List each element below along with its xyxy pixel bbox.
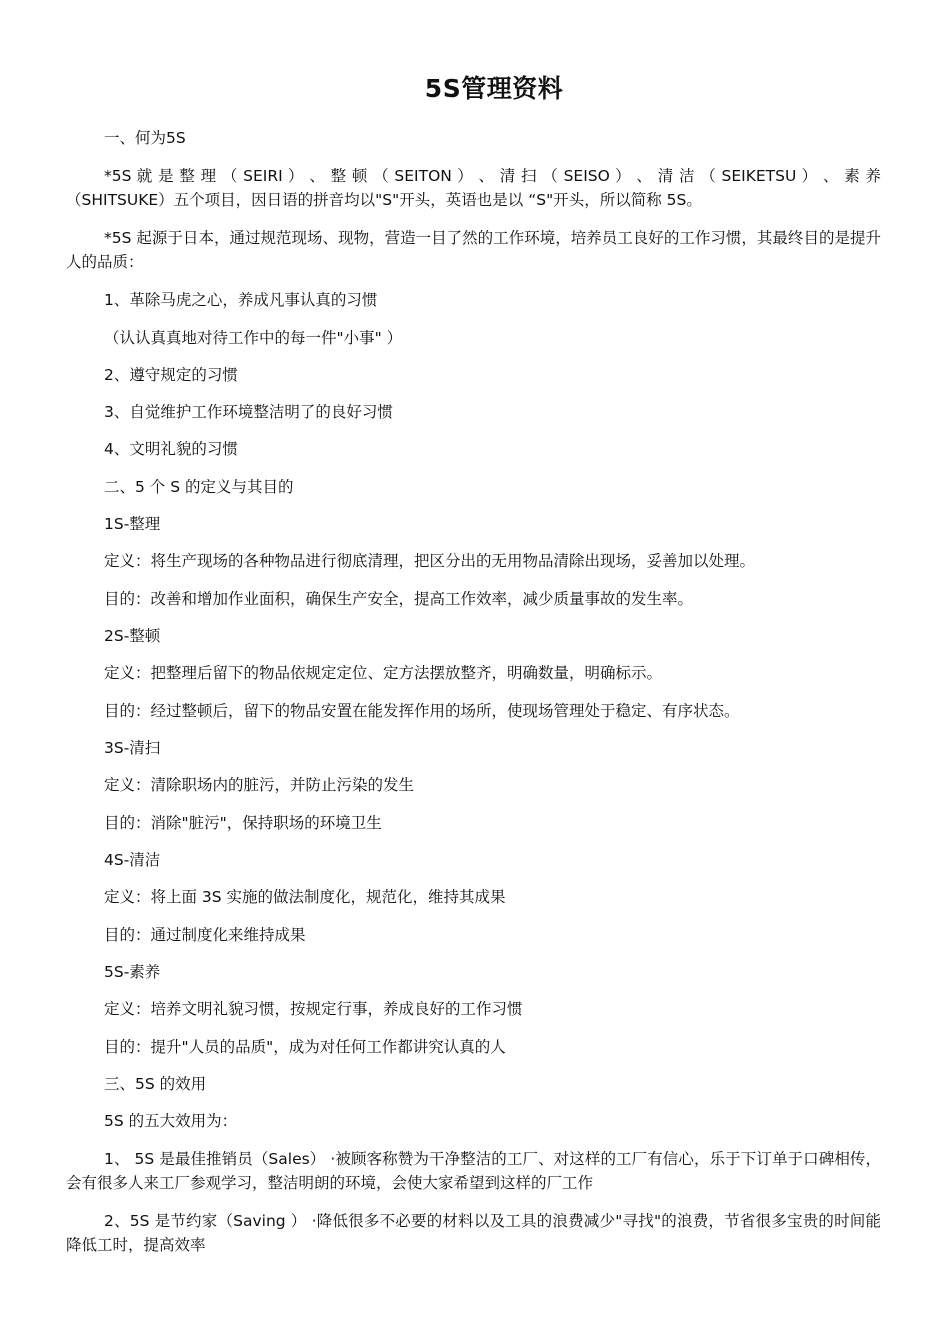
definition-5s: 定义：培养文明礼貌习惯，按规定行事，养成良好的工作习惯 (104, 1000, 523, 1018)
purpose-3s: 目的：消除"脏污"，保持职场的环境卫生 (104, 814, 382, 832)
list-item-4: 4、文明礼貌的习惯 (104, 440, 238, 458)
effects-intro: 5S 的五大效用为： (104, 1112, 238, 1130)
document-title: 5S管理资料 (424, 74, 564, 103)
list-item-1-note: （认认真真地对待工作中的每一件"小事" ） (104, 329, 403, 347)
list-item-1: 1、革除马虎之心，养成凡事认真的习惯 (104, 291, 378, 309)
list-item-3: 3、自觉维护工作环境整洁明了的良好习惯 (104, 403, 393, 421)
paragraph-5s-origin: *5S 起源于日本，通过规范现场、现物，营造一目了然的工作环境，培养员工良好的工作习惯，其最终目的是提升人的品质： (66, 229, 881, 271)
purpose-5s: 目的：提升"人员的品质"，成为对任何工作都讲究认真的人 (104, 1038, 506, 1056)
definition-2s: 定义：把整理后留下的物品依规定定位、定方法摆放整齐，明确数量，明确标示。 (104, 664, 663, 682)
section-heading-3: 三、5S 的效用 (104, 1075, 207, 1093)
section-heading-2: 二、5 个 S 的定义与其目的 (104, 478, 294, 496)
definition-1s: 定义：将生产现场的各种物品进行彻底清理，把区分出的无用物品清除出现场，妥善加以处理。 (104, 552, 756, 570)
effect-item-2: 2、5S 是节约家（Saving ） ·降低很多不必要的材料以及工具的浪费减少"寻找"的浪费，节省很多宝贵的时间能降低工时，提高效率 (66, 1212, 881, 1254)
purpose-2s: 目的：经过整顿后，留下的物品安置在能发挥作用的场所，使现场管理处于稳定、有序状态。 (104, 702, 740, 720)
effect-item-1: 1、 5S 是最佳推销员（Sales） ·被顾客称赞为干净整洁的工厂、对这样的工厂有信心，乐于下订单于口碑相传，会有很多人来工厂参观学习，整洁明朗的环境，会使大家希望到这样的厂工作 (66, 1150, 881, 1192)
paragraph-5s-definition: *5S 就 是 整 理 （ SEIRI ） 、 整 顿 （ SEITON ） 、 清 扫 （ SEISO ） 、 清 洁 （ SEIKETSU ） 、 素 养（SHITSUKE）五个项目，因日语的拼音均以"S"开头，英语也是以 “S"开头，所以简称 5S。 (66, 167, 881, 209)
subheading-4s: 4S-清洁 (104, 851, 161, 869)
purpose-4s: 目的：通过制度化来维持成果 (104, 926, 306, 944)
subheading-1s: 1S-整理 (104, 515, 161, 533)
section-heading-1: 一、何为5S (104, 129, 186, 147)
definition-3s: 定义：清除职场内的脏污，并防止污染的发生 (104, 776, 415, 794)
subheading-5s: 5S-素养 (104, 963, 161, 981)
subheading-3s: 3S-清扫 (104, 739, 161, 757)
definition-4s: 定义：将上面 3S 实施的做法制度化，规范化，维持其成果 (104, 888, 506, 906)
subheading-2s: 2S-整顿 (104, 627, 161, 645)
purpose-1s: 目的：改善和增加作业面积，确保生产安全，提高工作效率，减少质量事故的发生率。 (104, 590, 694, 608)
list-item-2: 2、遵守规定的习惯 (104, 366, 238, 384)
